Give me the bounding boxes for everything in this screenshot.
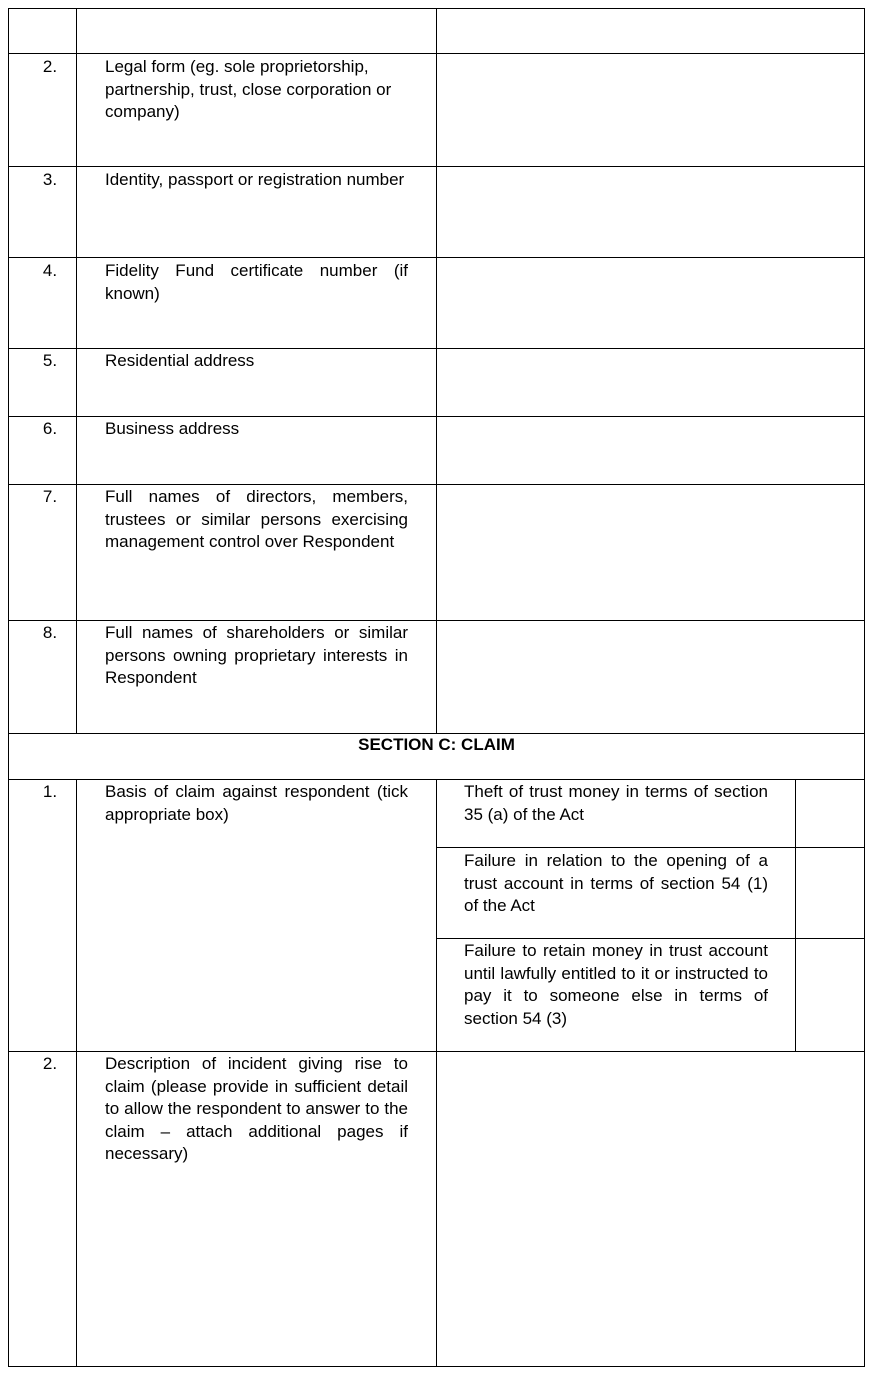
claim-option-label: Failure in relation to the opening of a trust account in terms of section 54 (1) of the Act (464, 851, 768, 915)
field-label-directors-names: Full names of directors, members, trustees or similar persons exercising management control over Respondent (105, 487, 408, 551)
field-input-directors-names[interactable] (437, 485, 864, 620)
row-number: 4. (42, 261, 58, 280)
field-label-basis-of-claim: Basis of claim against respondent (tick appropriate box) (105, 782, 408, 824)
row-number: 2. (42, 57, 58, 76)
claim-option-checkbox[interactable] (796, 939, 864, 1051)
claim-option-checkbox[interactable] (796, 780, 864, 847)
row-number: 7. (42, 487, 58, 506)
claim-option-label: Theft of trust money in terms of section 35 (a) of the Act (464, 782, 768, 824)
field-input-identity-number[interactable] (437, 167, 864, 257)
claim-option-checkbox[interactable] (796, 848, 864, 938)
field-label-fidelity-fund-number: Fidelity Fund certificate number (if known) (105, 261, 408, 303)
field-label-incident-description: Description of incident giving rise to claim (please provide in sufficient detail to allow the respondent to answer to the claim – attach additional pages if necessary) (105, 1054, 408, 1163)
row-number: 5. (42, 351, 58, 370)
section-heading: SECTION C: CLAIM (358, 735, 515, 754)
row-number: 1. (42, 782, 58, 801)
field-label-identity-number: Identity, passport or registration number (105, 170, 405, 189)
row-number: 3. (42, 170, 58, 189)
field-input-legal-form[interactable] (437, 54, 864, 166)
field-input-business-address[interactable] (437, 417, 864, 484)
row-number: 8. (42, 623, 58, 642)
claim-option-label: Failure to retain money in trust account until lawfully entitled to it or instructed to pay it to someone else in terms of section 54 (3) (464, 941, 768, 1028)
field-input-incident-description[interactable] (437, 1052, 864, 1366)
table-border-line (8, 8, 9, 1367)
row-number: 6. (42, 419, 58, 438)
field-input-fidelity-fund-number[interactable] (437, 258, 864, 348)
row-number: 2. (42, 1054, 58, 1073)
field-label-business-address: Business address (105, 419, 240, 438)
table-border-line (864, 8, 865, 1367)
field-label-residential-address: Residential address (105, 351, 255, 370)
field-input-shareholders-names[interactable] (437, 621, 864, 733)
field-label-shareholders-names: Full names of shareholders or similar persons owning proprietary interests in Respondent (105, 623, 408, 687)
field-label-legal-form: Legal form (eg. sole proprietorship, partnership, trust, close corporation or company) (105, 57, 392, 121)
field-input-residential-address[interactable] (437, 349, 864, 416)
